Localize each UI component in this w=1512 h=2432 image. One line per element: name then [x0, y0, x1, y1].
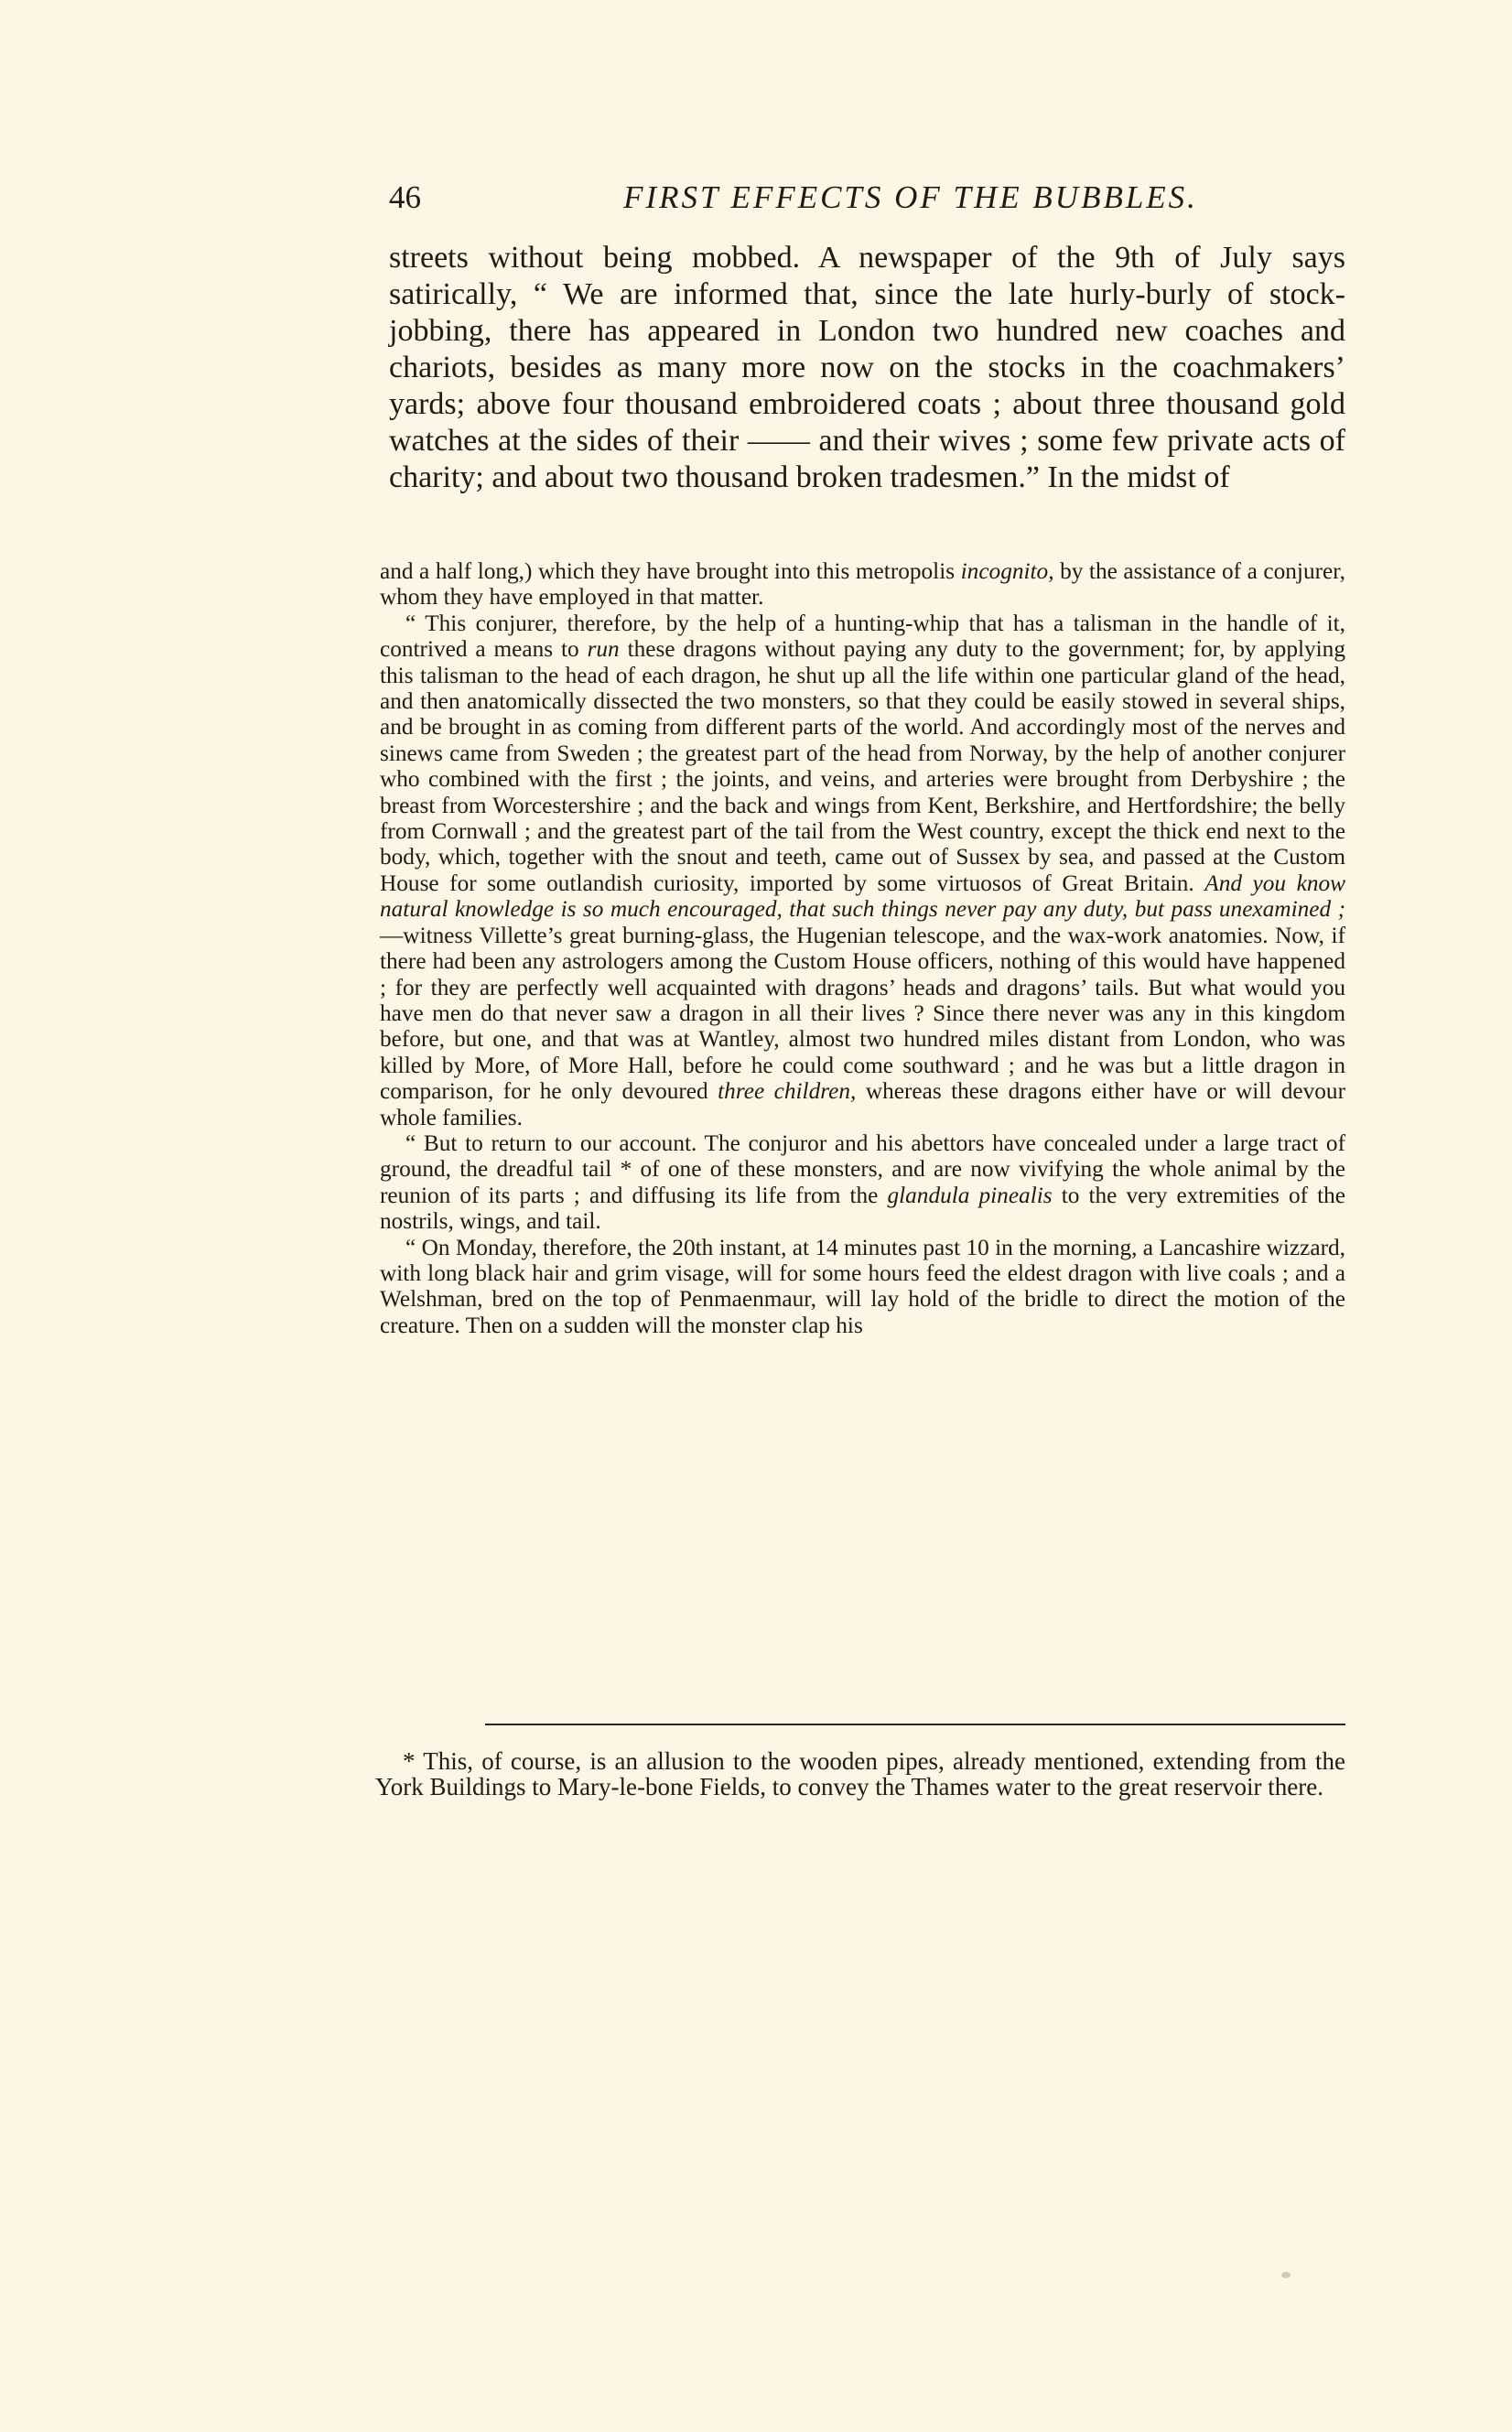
quote-paragraph-4 [380, 1235, 1345, 1339]
quote-paragraph-2 [380, 611, 1345, 1130]
quote-italic-text: And you know natural knowledge is so much encouraged, that such things never pay any duty, but pass unexamined ; [380, 870, 1346, 923]
quote-italic-text: incognito, [960, 558, 1054, 584]
quote-text: to the very extremities of the nostrils, wings, and tail. [380, 1182, 1346, 1235]
main-paragraph: streets without being mobbed. A newspaper of the 9th of July says satirically, “ We are informed that, since the late hurly-burly of stock-jobbing, there has appeared in London two hundred new coaches and chariots, besides as many more now on the stocks in the coachmakers’ yards; above four thousand embroidered coats ; about three thousand gold watches at the sides of their —— and their wives ; some few private acts of charity; and about two thousand broken tradesmen.” In the midst of [389, 241, 1345, 494]
main-text-block [389, 240, 1345, 496]
quote-text: —witness Villette’s great burning-glass, the Hugenian telescope, and the wax-work anatomies. Now, if there had been any astrologers among the Custom House officers, nothing of this would have happened ; for they are perfectly well acquainted with dragons’ heads and dragons’ tails. But what would you have men do that never saw a dragon in all their lives ? Since there never was any in this kingdom before, but one, and that was at Wantley, almost two hundred miles distant from London, who was killed by More, of More Hall, before he could come southward ; and he was but a little dragon in comparison, for he only devoured [380, 922, 1345, 1105]
running-title: FIRST EFFECTS OF THE BUBBLES. [623, 179, 1198, 215]
quote-italic-text: run [587, 636, 620, 663]
quote-text: these dragons without paying any duty to the government; for, by applying this talisman to the head of each dragon, he shut up all the life within one particular gland of the head, and then anatomically dissected the two monsters, so that they could be easily stowed in several ships, and be brought in as coming from different parts of the world. And accordingly most of the nerves and sinews came from Sweden ; the greatest part of the head from Norway, by the help of another conjurer who combined with the first ; the joints, and veins, and arteries were brought from Derbyshire ; the breast from Worcestershire ; and the back and wings from Kent, Berkshire, and Hertfordshire; the belly from Cornwall ; and the greatest part of the tail from the West country, except the thick end next to the body, which, together with the snout and teeth, came out of Sussex by sea, and passed at the Custom House for some outlandish curiosity, imported by some virtuosos of Great Britain. [380, 636, 1345, 896]
footnote-divider [485, 1724, 1345, 1725]
paper-speck [1281, 2272, 1291, 2278]
quote-paragraph-1 [380, 558, 1345, 611]
footnote-text: * This, of course, is an allusion to the wooden pipes, already mentioned, extending from the York Buildings to Mary-le-bone Fields, to convey the Thames water to the great reservoir there. [375, 1747, 1345, 1800]
quote-italic-text: glandula pinealis [887, 1182, 1053, 1208]
quote-italic-text: three children, [718, 1078, 857, 1105]
quote-text: “ On Monday, therefore, the 20th instant, at 14 minutes past 10 in the morning, a Lancashire wizzard, with long black hair and grim visage, will for some hours feed the eldest dragon with live coals ; and a Welshman, bred on the top of Penmaenmaur, will lay hold of the bridle to direct the motion of the creature. Then on a sudden will the monster clap his [380, 1234, 1345, 1338]
page-number: 46 [389, 179, 421, 215]
quote-paragraph-3 [380, 1130, 1345, 1235]
quote-text: “ This conjurer, therefore, by the help of a hunting-whip that has a talisman in the handle of it, contrived a means to [380, 610, 1345, 663]
quoted-extract [380, 558, 1345, 1338]
footnote [375, 1748, 1345, 1800]
page-header [389, 179, 1304, 225]
quote-text: “ But to return to our account. The conjuror and his abettors have concealed under a large tract of ground, the dreadful tail * of one of these monsters, and are now vivifying the whole animal by the reunion of its parts ; and diffusing its life from the [380, 1130, 1345, 1208]
quote-text: and a half long,) which they have brought into this metropolis [380, 558, 956, 584]
quote-text: whereas these dragons either have or will devour whole families. [380, 1078, 1345, 1130]
quote-text: by the assistance of a conjurer, whom they have employed in that matter. [380, 558, 1345, 611]
